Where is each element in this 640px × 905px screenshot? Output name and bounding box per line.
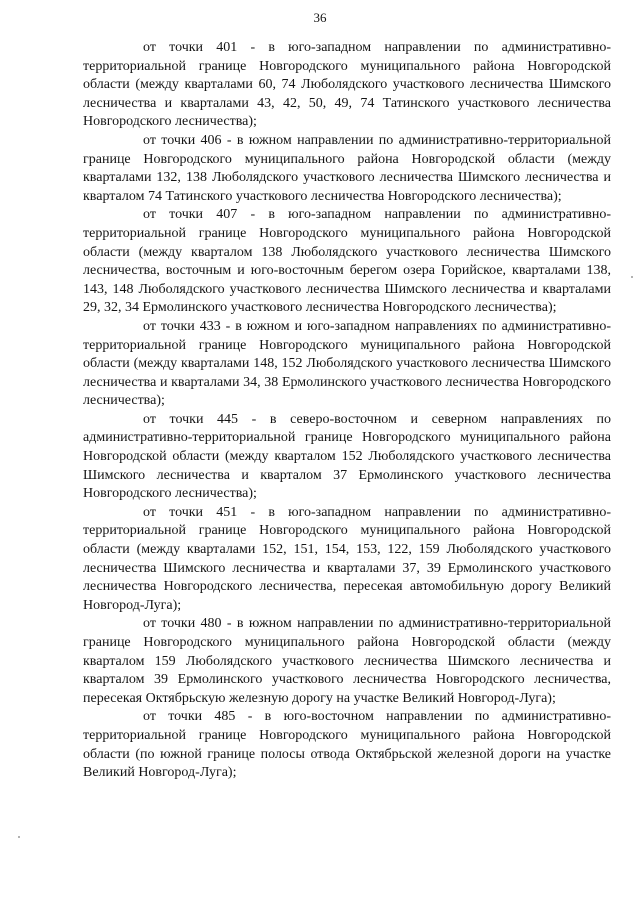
paragraph-point-485: от точки 485 - в юго-восточном направлении по административно-территориальной границе Новгородского муниципального района Новгородской области (по южной границе полосы отвода Октябрьской железной дороги на участке Великий Новгород-Луга);: [83, 709, 611, 781]
body-text: [83, 39, 611, 783]
paragraph-point-451: от точки 451 - в юго-западном направлении по административно-территориальной границе Новгородского муниципального района Новгородской области (между кварталами 152, 151, 154, 153, 122, 159 Люболядского участкового лесничества Шимского лесничества и кварталами 37, 39 Ермолинского участкового лесничества Новгородского лесничества, пересекая автомобильную дорогу Великий Новгород-Луга);: [83, 504, 611, 613]
scan-speck: [631, 276, 633, 278]
paragraph-point-445: от точки 445 - в северо-восточном и северном направлениях по административно-территориальной границе Новгородского муниципального района Новгородской области (между кварталом 152 Люболядского участкового лесничества Шимского лесничества и кварталом 37 Ермолинского участкового лесничества Новгородского лесничества);: [83, 411, 611, 502]
paragraph-point-407: от точки 407 - в юго-западном направлении по административно-территориальной границе Новгородского муниципального района Новгородской области (между кварталом 138 Люболядского участкового лесничества Шимского лесничества, восточным и юго-восточным берегом озера Горийское, кварталами 138, 143, 148 Люболядского участкового лесничества Шимского лесничества и кварталами 29, 32, 34 Ермолинского участкового лесничества Новгородского лесничества);: [83, 207, 611, 316]
page-number: 36: [313, 10, 327, 25]
paragraph-point-480: от точки 480 - в южном направлении по административно-территориальной границе Новгородского муниципального района Новгородской области (между кварталом 159 Люболядского участкового лесничества Шимского лесничества и кварталом 39 Ермолинского участкового лесничества Новгородского лесничества, пересекая Октябрьскую железную дорогу на участке Великий Новгород-Луга);: [83, 616, 611, 706]
paragraph-point-433: от точки 433 - в южном и юго-западном направлениях по административно-территориальной границе Новгородского муниципального района Новгородской области (между кварталами 148, 152 Люболядского участкового лесничества Шимского лесничества и кварталами 34, 38 Ермолинского участкового лесничества Новгородского лесничества);: [83, 318, 611, 409]
scan-speck: [18, 836, 20, 838]
paragraph-point-406: от точки 406 - в южном направлении по административно-территориальной границе Новгородского муниципального района Новгородской области (между кварталами 132, 138 Люболядского участкового лесничества Шимского лесничества и кварталом 74 Татинского участкового лесничества Новгородского лесничества);: [83, 132, 611, 204]
paragraph-point-401: от точки 401 - в юго-западном направлении по административно-территориальной границе Новгородского муниципального района Новгородской области (между кварталами 60, 74 Люболядского участкового лесничества Шимского лесничества и кварталами 43, 42, 50, 49, 74 Татинского участкового лесничества Новгородского лесничества);: [83, 40, 611, 130]
